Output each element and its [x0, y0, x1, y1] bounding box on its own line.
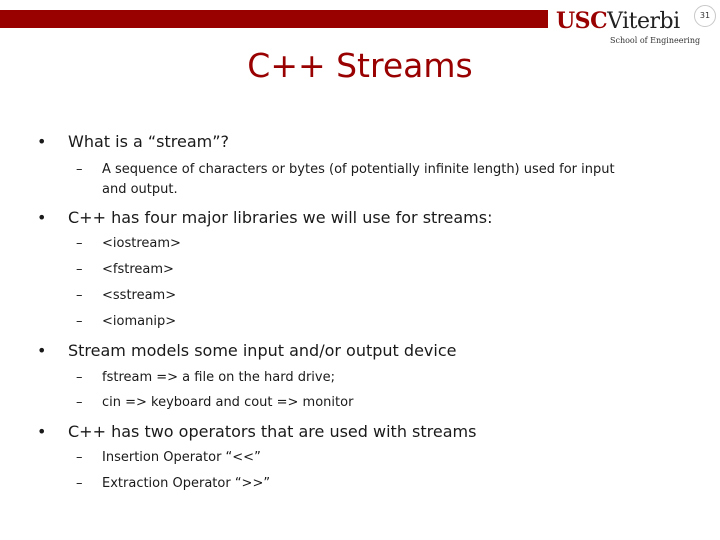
header-bar [0, 10, 548, 28]
dash-icon: – [76, 314, 83, 329]
sub-bullet-text: A sequence of characters or bytes (of potentially infinite length) used for input [102, 162, 615, 177]
dash-icon: – [76, 162, 83, 177]
sub-bullet-text: fstream => a file on the hard drive; [102, 370, 335, 385]
sub-bullet-text: Insertion Operator “<<” [102, 450, 261, 465]
bullet-text: What is a “stream”? [68, 132, 230, 151]
logo-subtitle: School of Engineering [610, 36, 701, 45]
sub-bullet-text: <iomanip> [102, 314, 177, 329]
bullet-text: Stream models some input and/or output device [68, 341, 457, 360]
sub-bullet-text: <fstream> [102, 262, 174, 277]
bullet-icon: • [37, 132, 47, 151]
bullet-icon: • [37, 422, 47, 441]
page-number: 31 [694, 5, 716, 27]
dash-icon: – [76, 476, 83, 491]
sub-bullet-text: <iostream> [102, 236, 181, 251]
sub-bullet-text: Extraction Operator “>>” [102, 476, 271, 491]
dash-icon: – [76, 370, 83, 385]
logo-usc-text: USC [556, 8, 608, 34]
bullet-text: C++ has two operators that are used with streams [68, 422, 477, 441]
sub-bullet-text: cin => keyboard and cout => monitor [102, 395, 354, 410]
usc-viterbi-logo [556, 8, 701, 49]
dash-icon: – [76, 262, 83, 277]
dash-icon: – [76, 450, 83, 465]
dash-icon: – [76, 395, 83, 410]
bullet-icon: • [37, 341, 47, 360]
dash-icon: – [76, 288, 83, 303]
slide-title: C++ Streams [247, 46, 473, 85]
bullet-icon: • [37, 208, 47, 227]
sub-bullet-text: <sstream> [102, 288, 177, 303]
sub-bullet-text: and output. [102, 182, 178, 197]
bullet-text: C++ has four major libraries we will use for streams: [68, 208, 493, 227]
dash-icon: – [76, 236, 83, 251]
logo-viterbi-text: Viterbi [607, 9, 680, 34]
